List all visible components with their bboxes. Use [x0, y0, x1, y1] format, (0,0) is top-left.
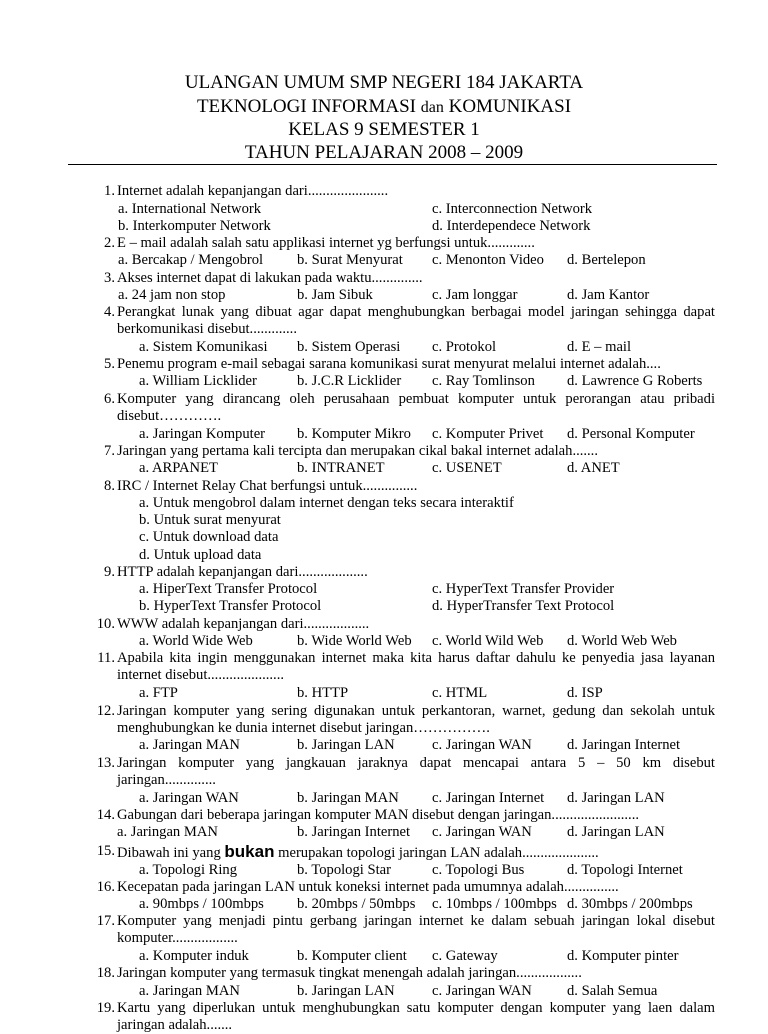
q2-option-d: d. Bertelepon: [567, 252, 646, 268]
q17-option-a: a. Komputer induk: [139, 948, 249, 964]
q8-option-a: a. Untuk mengobrol dalam internet dengan teks secara interaktif: [139, 495, 514, 511]
q10-option-d: d. World Web Web: [567, 633, 677, 649]
q6-option-b: b. Komputer Mikro: [297, 426, 411, 442]
q11-option-c: c. HTML: [432, 685, 488, 701]
q15-option-c: c. Topologi Bus: [432, 862, 525, 878]
q9-option-d: d. HyperTransfer Text Protocol: [432, 598, 615, 614]
question-12: 12. Jaringan komputer yang sering digunakan untuk perkantoran, warnet, gedung dan sekolah untuk menghubungkan ke dunia internet disebut jaringan…………….: [96, 703, 715, 736]
q18-option-b: b. Jaringan LAN: [297, 983, 395, 999]
q9-option-a: a. HiperText Transfer Protocol: [139, 581, 318, 597]
q1-option-b: b. Interkomputer Network: [118, 218, 271, 234]
q16-option-b: b. 20mbps / 50mbps: [297, 896, 416, 912]
emphasis-bukan: bukan: [224, 842, 275, 861]
q6-option-a: a. Jaringan Komputer: [139, 426, 266, 442]
question-9: 9. HTTP adalah kepanjangan dari...................: [104, 564, 368, 580]
question-19: 19. Kartu yang diperlukan untuk menghubungkan satu komputer dengan komputer yang laen dalam jaringan adalah.......: [96, 1000, 715, 1033]
q14-option-c: c. Jaringan WAN: [432, 824, 532, 840]
question-18: 18. Jaringan komputer yang termasuk tingkat menengah adalah jaringan..................: [96, 965, 582, 981]
q5-option-c: c. Ray Tomlinson: [432, 373, 535, 389]
q10-option-c: c. World Wild Web: [432, 633, 544, 649]
question-11: 11. Apabila kita ingin menggunakan internet maka kita harus daftar dahulu ke penyedia jasa layanan internet disebut.....................: [97, 650, 715, 683]
q6-option-c: c. Komputer Privet: [432, 426, 544, 442]
q9-option-c: c. HyperText Transfer Provider: [432, 581, 615, 597]
question-14: 14. Gabungan dari beberapa jaringan komputer MAN disebut dengan jaringan........................: [96, 807, 639, 823]
q17-option-d: d. Komputer pinter: [567, 948, 679, 964]
q8-option-b: b. Untuk surat menyurat: [139, 512, 281, 528]
question-10: 10. WWW adalah kepanjangan dari..................: [96, 616, 370, 632]
q4-option-b: b. Sistem Operasi: [297, 339, 401, 355]
q8-option-c: c. Untuk download data: [139, 529, 279, 545]
q6-option-d: d. Personal Komputer: [567, 426, 695, 442]
q11-option-d: d. ISP: [567, 685, 603, 701]
question-15: 15. Dibawah ini yang bukan merupakan topologi jaringan LAN adalah.....................: [96, 842, 599, 861]
header-divider: [68, 164, 717, 165]
q1-option-a: a. International Network: [118, 201, 262, 217]
question-1: 1. Internet adalah kepanjangan dari......................: [104, 183, 389, 199]
q15-option-a: a. Topologi Ring: [139, 862, 238, 878]
question-6: 6. Komputer yang dirancang oleh perusahaan pembuat komputer untuk perorangan atau pribadi disebut………….: [104, 391, 715, 424]
q3-option-d: d. Jam Kantor: [567, 287, 650, 303]
q15-option-d: d. Topologi Internet: [567, 862, 683, 878]
q11-option-a: a. FTP: [139, 685, 178, 701]
q3-option-c: c. Jam longgar: [432, 287, 518, 303]
q10-option-b: b. Wide World Web: [297, 633, 412, 649]
q8-option-d: d. Untuk upload data: [139, 547, 262, 563]
q5-option-a: a. William Licklider: [139, 373, 257, 389]
question-17: 17. Komputer yang menjadi pintu gerbang jaringan internet ke dalam sebuah jaringan lokal disebut komputer..................: [96, 913, 715, 946]
q18-option-a: a. Jaringan MAN: [139, 983, 240, 999]
q17-option-b: b. Komputer client: [297, 948, 407, 964]
q16-option-c: c. 10mbps / 100mbps: [432, 896, 557, 912]
q18-option-c: c. Jaringan WAN: [432, 983, 532, 999]
subject-title: TEKNOLOGI INFORMASI dan KOMUNIKASI: [196, 96, 572, 117]
question-3: 3. Akses internet dapat di lakukan pada waktu..............: [104, 270, 423, 286]
q16-option-d: d. 30mbps / 200mbps: [567, 896, 693, 912]
q16-option-a: a. 90mbps / 100mbps: [139, 896, 264, 912]
q13-option-c: c. Jaringan Internet: [432, 790, 545, 806]
q14-option-a: a. Jaringan MAN: [117, 824, 218, 840]
q15-option-b: b. Topologi Star: [297, 862, 391, 878]
q14-option-b: b. Jaringan Internet: [297, 824, 411, 840]
question-7: 7. Jaringan yang pertama kali tercipta dan merupakan cikal bakal internet adalah.......: [104, 443, 598, 459]
q13-option-d: d. Jaringan LAN: [567, 790, 665, 806]
q12-option-d: d. Jaringan Internet: [567, 737, 681, 753]
q12-option-a: a. Jaringan MAN: [139, 737, 240, 753]
q7-option-d: d. ANET: [567, 460, 620, 476]
academic-year: TAHUN PELAJARAN 2008 – 2009: [244, 142, 524, 163]
q14-option-d: d. Jaringan LAN: [567, 824, 665, 840]
q4-option-c: c. Protokol: [432, 339, 497, 355]
q4-option-a: a. Sistem Komunikasi: [139, 339, 268, 355]
q3-option-b: b. Jam Sibuk: [297, 287, 373, 303]
q7-option-b: b. INTRANET: [297, 460, 385, 476]
q3-option-a: a. 24 jam non stop: [118, 287, 226, 303]
q5-option-d: d. Lawrence G Roberts: [567, 373, 703, 389]
question-13: 13. Jaringan komputer yang jangkauan jaraknya dapat mencapai antara 5 – 50 km disebut jaringan..............: [96, 755, 715, 788]
q2-option-a: a. Bercakap / Mengobrol: [118, 252, 264, 268]
q4-option-d: d. E – mail: [567, 339, 632, 355]
q7-option-c: c. USENET: [432, 460, 502, 476]
q18-option-d: d. Salah Semua: [567, 983, 658, 999]
question-16: 16. Kecepatan pada jaringan LAN untuk koneksi internet pada umumnya adalah...............: [96, 879, 619, 895]
class-semester: KELAS 9 SEMESTER 1: [288, 119, 480, 140]
question-2: 2. E – mail adalah salah satu applikasi internet yg berfungsi untuk.............: [104, 235, 535, 251]
q2-option-b: b. Surat Menyurat: [297, 252, 403, 268]
q13-option-b: b. Jaringan MAN: [297, 790, 399, 806]
question-4: 4. Perangkat lunak yang dibuat agar dapat menghubungkan berbagai model jaringan sehingga dapat berkomunikasi disebut.............: [104, 304, 715, 337]
q1-option-d: d. Interdependece Network: [432, 218, 591, 234]
question-5: 5. Penemu program e-mail sebagai sarana komunikasi surat menyurat melalui internet adalah....: [104, 356, 661, 372]
q1-option-c: c. Interconnection Network: [432, 201, 593, 217]
exam-title: ULANGAN UMUM SMP NEGERI 184 JAKARTA: [184, 72, 584, 93]
q17-option-c: c. Gateway: [432, 948, 498, 964]
q2-option-c: c. Menonton Video: [432, 252, 544, 268]
q9-option-b: b. HyperText Transfer Protocol: [139, 598, 322, 614]
q11-option-b: b. HTTP: [297, 685, 349, 701]
q10-option-a: a. World Wide Web: [139, 633, 253, 649]
q13-option-a: a. Jaringan WAN: [139, 790, 239, 806]
q12-option-c: c. Jaringan WAN: [432, 737, 532, 753]
q5-option-b: b. J.C.R Licklider: [297, 373, 402, 389]
question-8: 8. IRC / Internet Relay Chat berfungsi untuk...............: [104, 478, 418, 494]
q7-option-a: a. ARPANET: [139, 460, 218, 476]
q12-option-b: b. Jaringan LAN: [297, 737, 395, 753]
